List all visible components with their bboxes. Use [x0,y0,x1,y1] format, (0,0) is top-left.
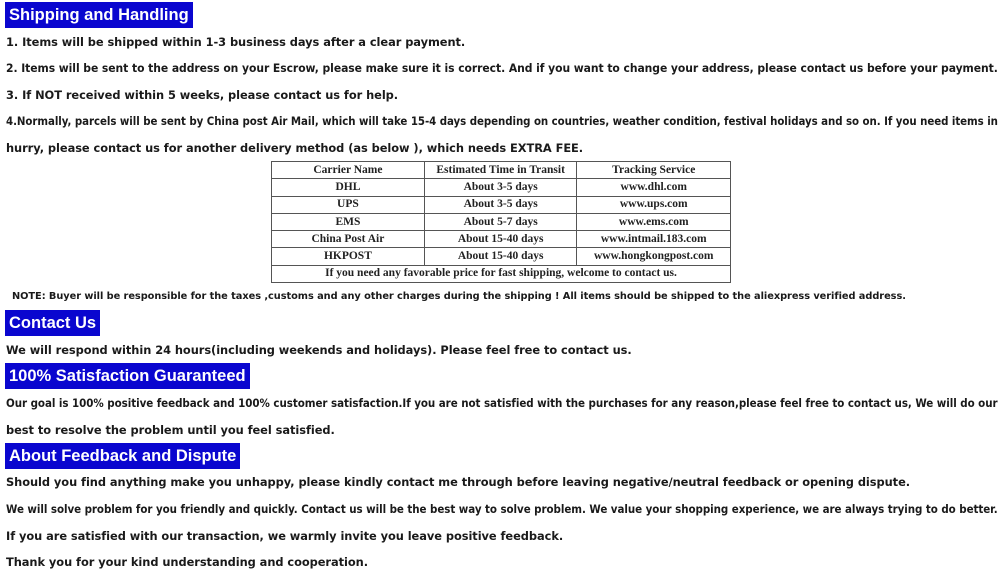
shipping-note: NOTE: Buyer will be responsible for the taxes ,customs and any other charges during the shipping ! All items should be shipped to the aliexpress verified address. [12,291,906,302]
tracking-site: www.ups.com [577,196,731,213]
table-row [272,213,731,230]
shipping-line-3: 3. If NOT received within 5 weeks, please contact us for help. [6,88,399,102]
contact-heading: Contact Us [5,310,100,336]
transit-time: About 15-40 days [424,231,577,248]
satisfaction-heading: 100% Satisfaction Guaranteed [5,363,250,389]
satisfaction-line-2: best to resolve the problem until you feel satisfied. [6,423,335,437]
shipping-heading: Shipping and Handling [5,2,193,28]
transit-time: About 3-5 days [424,179,577,196]
tracking-site: www.hongkongpost.com [577,248,731,265]
carrier-table [271,161,731,283]
table-row [272,231,731,248]
feedback-line-4: Thank you for your kind understanding and cooperation. [6,555,368,569]
tracking-site: www.intmail.183.com [577,231,731,248]
carrier-name: EMS [272,213,425,230]
carrier-table-header-row [272,162,731,179]
satisfaction-line-1: Our goal is 100% positive feedback and 100% customer satisfaction.If you are not satisfied with the purchases for any reason,please feel free to contact us, We will do our [6,396,998,410]
column-header-transit: Estimated Time in Transit [424,162,577,179]
shipping-line-5: hurry, please contact us for another delivery method (as below ), which needs EXTRA FEE. [6,141,584,155]
table-row [272,248,731,265]
table-row [272,179,731,196]
carrier-name: UPS [272,196,425,213]
table-row [272,196,731,213]
carrier-table-footer-row [272,265,731,282]
feedback-line-1: Should you find anything make you unhappy, please kindly contact me through before leaving negative/neutral feedback or opening dispute. [6,475,911,489]
feedback-line-3: If you are satisfied with our transaction, we warmly invite you leave positive feedback. [6,529,564,543]
transit-time: About 5-7 days [424,213,577,230]
feedback-line-2: We will solve problem for you friendly and quickly. Contact us will be the best way to solve problem. We value your shopping experience, we are always trying to do better. [6,502,998,516]
carrier-name: HKPOST [272,248,425,265]
transit-time: About 3-5 days [424,196,577,213]
column-header-carrier: Carrier Name [272,162,425,179]
feedback-heading: About Feedback and Dispute [5,443,240,469]
tracking-site: www.dhl.com [577,179,731,196]
tracking-site: www.ems.com [577,213,731,230]
shipping-line-4: 4.Normally, parcels will be sent by China post Air Mail, which will take 15-4 days depending on countries, weather condition, festival holidays and so on. If you need items in [6,114,998,128]
carrier-name: DHL [272,179,425,196]
shipping-line-1: 1. Items will be shipped within 1-3 business days after a clear payment. [6,35,466,49]
carrier-table-footer: If you need any favorable price for fast shipping, welcome to contact us. [272,265,731,282]
contact-text: We will respond within 24 hours(including weekends and holidays). Please feel free to contact us. [6,343,632,357]
transit-time: About 15-40 days [424,248,577,265]
shipping-line-2: 2. Items will be sent to the address on your Escrow, please make sure it is correct. And if you want to change your address, please contact us before your payment. [6,61,998,75]
carrier-name: China Post Air [272,231,425,248]
column-header-tracking: Tracking Service [577,162,731,179]
